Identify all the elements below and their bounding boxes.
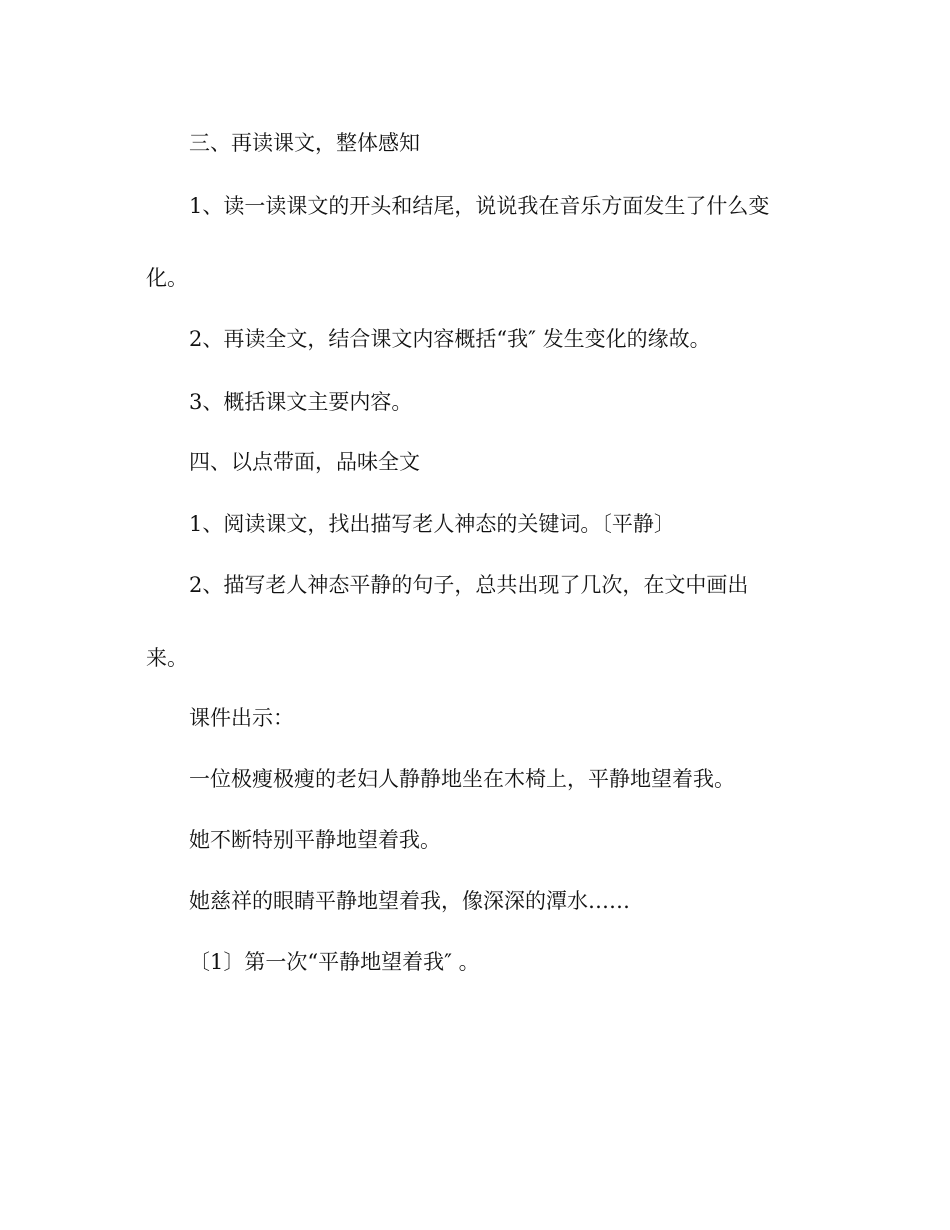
paragraph-line: 1、阅读课文，找出描写老人神态的关键词。〔平静〕 xyxy=(189,512,675,536)
paragraph-line-continuation: 化。 xyxy=(146,266,188,290)
quoted-sentence: 一位极瘦极瘦的老妇人静静地坐在木椅上，平静地望着我。 xyxy=(189,767,735,791)
section-heading-4: 四、以点带面，品味全文 xyxy=(189,450,420,474)
slide-caption: 课件出示： xyxy=(189,706,294,730)
numbered-point: 〔1〕第一次“平静地望着我″ 。 xyxy=(189,950,480,974)
paragraph-line: 2、描写老人神态平静的句子，总共出现了几次，在文中画出 xyxy=(189,573,749,597)
paragraph-line-continuation: 来。 xyxy=(146,646,188,670)
quoted-sentence: 她慈祥的眼睛平静地望着我，像深深的潭水…… xyxy=(189,889,630,913)
paragraph-line: 2、再读全文，结合课文内容概括“我″ 发生变化的缘故。 xyxy=(189,327,711,351)
section-heading-3: 三、再读课文，整体感知 xyxy=(189,131,420,155)
paragraph-line: 3、概括课文主要内容。 xyxy=(189,390,413,414)
paragraph-line: 1、读一读课文的开头和结尾，说说我在音乐方面发生了什么变 xyxy=(189,194,770,218)
quoted-sentence: 她不断特别平静地望着我。 xyxy=(189,828,441,852)
